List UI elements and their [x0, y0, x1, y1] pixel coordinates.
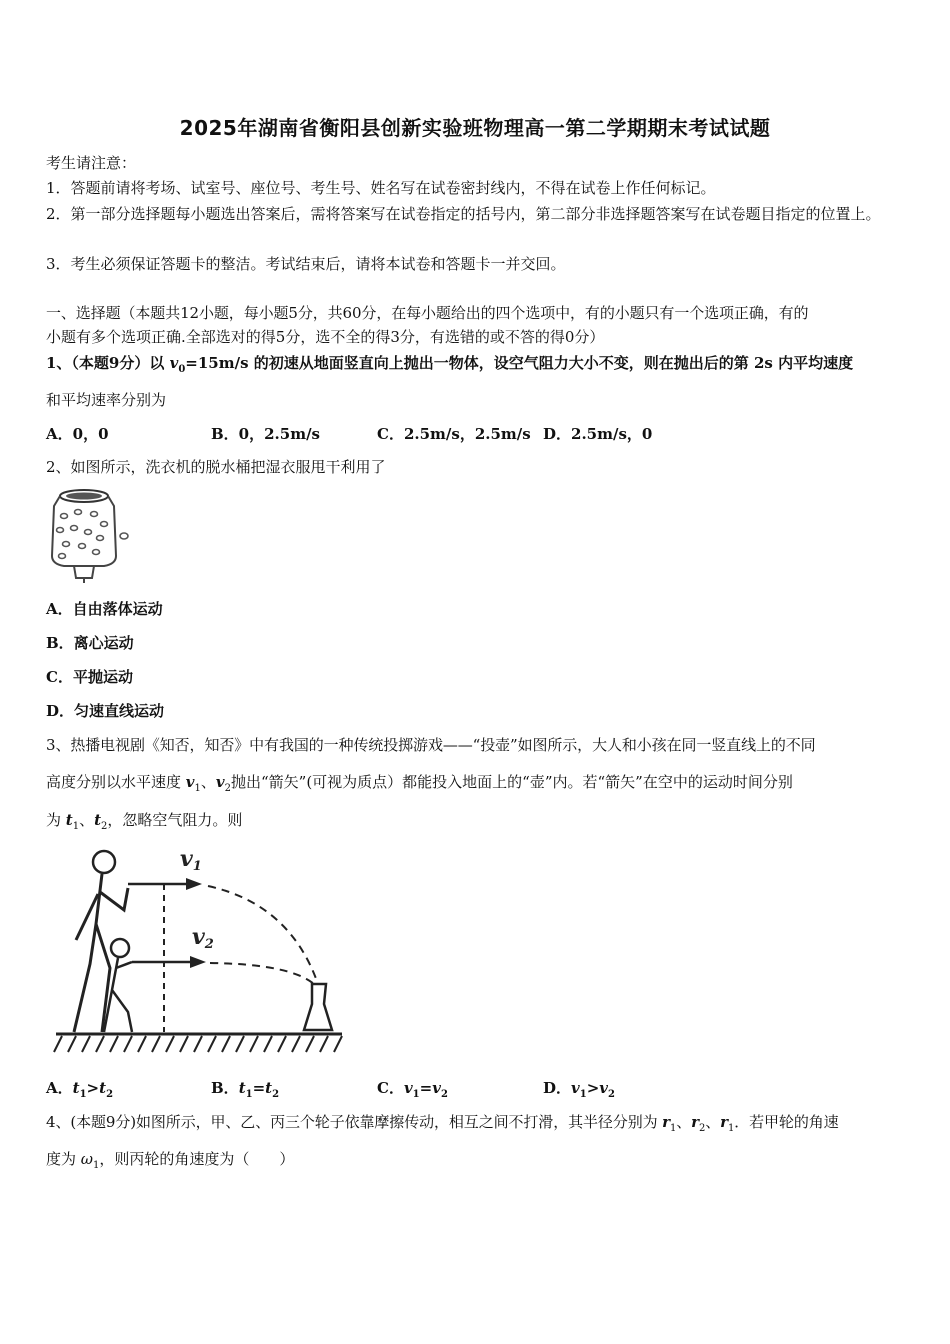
fig-label-v2: v2 [192, 924, 214, 952]
q3-option-d-label: D． [543, 1079, 572, 1097]
q3-t1: t [65, 811, 73, 829]
q4-r2: r [691, 1113, 699, 1131]
q2-option-c[interactable] [46, 666, 133, 687]
q3-option-c-rhs: v [432, 1079, 441, 1097]
q3-line2-a: 高度分别以水平速度 [46, 773, 186, 791]
notice-item-1: 1．答题前请将考场、试室号、座位号、考生号、姓名写在试卷密封线内，不得在试卷上作任何标记。 [46, 179, 716, 197]
q3-line2-sep: 、 [200, 773, 216, 791]
q3-option-c-rhs-sub: 2 [440, 1089, 448, 1100]
washing-machine-drum-figure [44, 486, 140, 584]
q1-v0-sub: 0 [178, 364, 186, 375]
q4-omega-sub: 1 [93, 1160, 100, 1171]
q4-sep-1: 、 [676, 1113, 692, 1131]
q2-option-d[interactable] [46, 700, 164, 721]
q3-option-d-op: > [586, 1079, 600, 1097]
fig-label-v1: v1 [180, 846, 202, 874]
q1-option-a[interactable]: A．0，0 [46, 425, 109, 443]
q3-option-d-lhs: v [571, 1079, 580, 1097]
q3-option-b-op: = [252, 1079, 266, 1097]
q4-r1: r [662, 1113, 670, 1131]
q3-option-c-label: C． [377, 1079, 404, 1097]
q4-r1-sub: 1 [669, 1123, 677, 1134]
q1-option-c[interactable]: C．2.5m/s，2.5m/s [377, 425, 531, 443]
question-1-stem [46, 352, 906, 381]
section-heading-line-2: 小题有多个选项正确.全部选对的得5分，选不全的得3分，有选错的或不答的得0分） [46, 328, 605, 346]
question-3-stem-line-1: 3、热播电视剧《知否，知否》中有我国的一种传统投掷游戏——“投壶”如图所示，大人和小孩在同一竖直线上的不同 [46, 736, 816, 754]
q4-omega: ω [80, 1150, 94, 1168]
q3-option-b[interactable] [211, 1077, 279, 1100]
q3-option-b-rhs: t [265, 1079, 273, 1097]
q3-option-b-label: B． [211, 1079, 239, 1097]
question-3-stem-line-2 [46, 771, 906, 800]
notice-heading: 考生请注意： [46, 154, 137, 172]
q1-option-d[interactable]: D．2.5m/s，0 [543, 425, 653, 443]
q3-line3-sep: 、 [79, 811, 95, 829]
q3-option-d-rhs-sub: 2 [608, 1089, 615, 1100]
q3-option-c-op: = [419, 1079, 433, 1097]
q3-option-a-label: A． [46, 1079, 73, 1097]
q3-option-c[interactable] [377, 1077, 448, 1100]
q2-option-b-text: B．离心运动 [46, 634, 134, 652]
q2-option-b[interactable] [46, 632, 134, 653]
notice-item-2: 2．第一部分选择题每小题选出答案后，需将答案写在试卷指定的括号内，第二部分非选择题答案写在试卷题目指定的位置上。 [46, 205, 881, 223]
q1-text-a: =15m/s 的初速从地面竖直向上抛出一物体，设空气阻力大小不变，则在抛出后的第 2s 内平均速度 [185, 354, 854, 372]
question-4-stem-line-1 [46, 1111, 906, 1140]
q4-line1-b: ．若甲轮的角速 [734, 1113, 839, 1131]
q4-line2-a: 度为 [46, 1150, 81, 1168]
page-title: 2025年湖南省衡阳县创新实验班物理高一第二学期期末考试试题 [179, 116, 771, 140]
q4-r3: r [720, 1113, 728, 1131]
q3-t2: t [94, 811, 102, 829]
q1-option-b[interactable]: B．0，2.5m/s [211, 425, 321, 443]
question-4-stem-line-2 [46, 1148, 906, 1177]
q3-option-b-lhs-sub: 1 [245, 1089, 253, 1100]
q3-option-a-lhs: t [72, 1079, 80, 1097]
q3-option-c-lhs-sub: 1 [412, 1089, 420, 1100]
q2-option-c-text: C．平抛运动 [46, 668, 133, 686]
q4-line2-b: ，则丙轮的角速度为（ ） [99, 1150, 295, 1168]
question-2-stem: 2、如图所示，洗衣机的脱水桶把湿衣服甩干利用了 [46, 458, 386, 476]
q2-option-d-text: D．匀速直线运动 [46, 702, 165, 720]
q3-option-d[interactable] [543, 1077, 615, 1100]
q3-option-b-rhs-sub: 2 [272, 1089, 280, 1100]
q3-line3-a: 为 [46, 811, 66, 829]
q3-t1-sub: 1 [72, 821, 80, 832]
q3-t2-sub: 2 [101, 821, 108, 832]
notice-item-3: 3．考生必须保证答题卡的整洁。考试结束后，请将本试卷和答题卡一并交回。 [46, 255, 566, 273]
q3-option-a-rhs-sub: 2 [106, 1089, 114, 1100]
q2-option-a[interactable] [46, 598, 163, 619]
q3-v1: v [185, 773, 195, 791]
question-1-stem-cont: 和平均速率分别为 [46, 391, 167, 409]
q4-r3-sub: 1 [727, 1123, 735, 1134]
q1-v0: v [169, 354, 179, 372]
q1-prefix: 1、（本题9分）以 [46, 354, 170, 372]
section-heading-line-1: 一、选择题（本题共12小题，每小题5分，共60分，在每小题给出的四个选项中，有的小题只有一个选项正确，有的 [46, 304, 809, 322]
q3-option-c-lhs: v [403, 1079, 413, 1097]
q3-line2-c: 抛出“箭矢”(可视为质点）都能投入地面上的“壶”内。若“箭矢”在空中的运动时间分别 [230, 773, 793, 791]
q3-line3-c: ，忽略空气阻力。则 [107, 811, 243, 829]
q3-v2-sub: 2 [224, 783, 231, 794]
q3-option-d-rhs: v [599, 1079, 608, 1097]
q3-option-b-lhs: t [238, 1079, 246, 1097]
q3-v1-sub: 1 [194, 783, 201, 794]
q4-sep-2: 、 [705, 1113, 721, 1131]
q2-option-a-text: A．自由落体运动 [46, 600, 163, 618]
q3-option-a-rhs: t [99, 1079, 107, 1097]
q3-option-a-op: > [86, 1079, 100, 1097]
question-3-stem-line-3 [46, 809, 906, 838]
q4-line1-a: 4、(本题9分)如图所示，甲、乙、丙三个轮子依靠摩擦传动，相互之间不打滑，其半径分别为 [46, 1113, 663, 1131]
q3-option-d-lhs-sub: 1 [579, 1089, 587, 1100]
q3-option-a-lhs-sub: 1 [79, 1089, 87, 1100]
q4-r2-sub: 2 [698, 1123, 706, 1134]
pitch-pot-figure [50, 844, 350, 1060]
q3-option-a[interactable] [46, 1077, 113, 1100]
q3-v2: v [215, 773, 225, 791]
